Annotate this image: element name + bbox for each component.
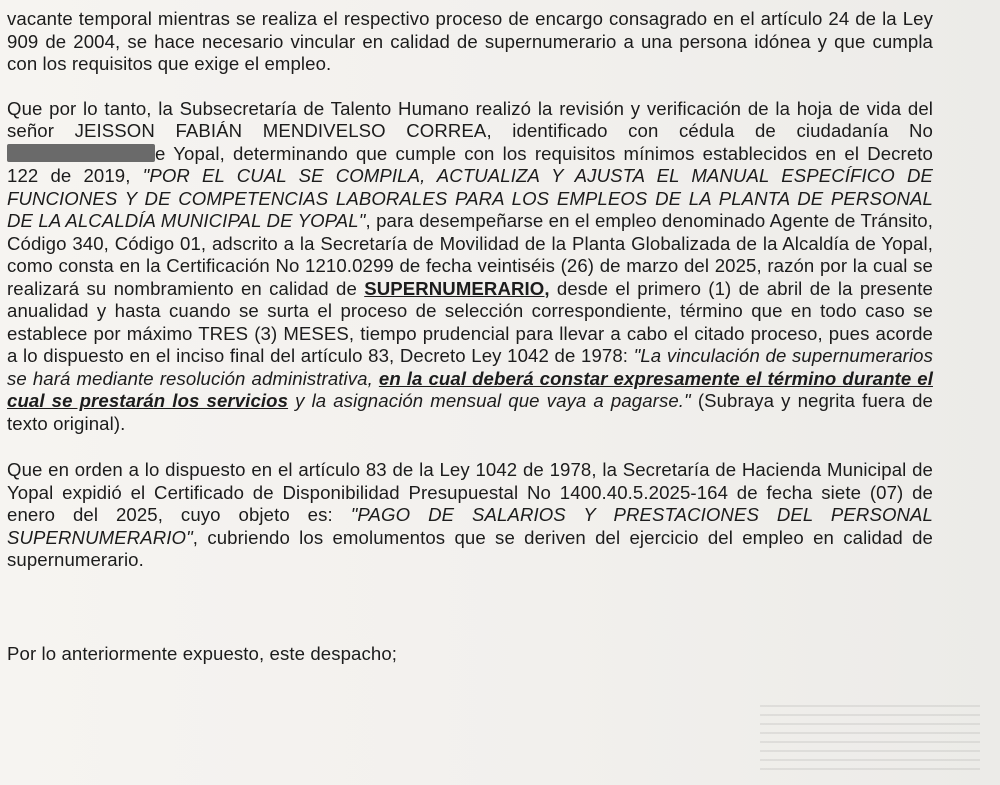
paragraph-1-line-3: a una persona idónea y que cumpla con los requisitos que exige el empleo. <box>7 30 933 74</box>
paragraph-2-text-d: , para desempeñarse en el empleo denominado Agente de Tránsito, Código 340, Código 01, adscrito a la Secretaría de Movilidad de la Planta Globalizada de la Alcaldía de Yopal, como consta en la Certificación No 1210.0299 de fecha veintiséis (26) de marzo del 2025, razón por la cual se realizará su nombramiento en calidad de <box>7 210 933 299</box>
paragraph-1-line-1: vacante temporal mientras se realiza el respectivo proceso de encargo consagrado en el <box>7 8 761 29</box>
paragraph-3-text-b: , cubriendo los emolumentos que se deriven del ejercicio del empleo en calidad de supernumerario. <box>7 526 933 570</box>
paragraph-3 <box>7 459 933 572</box>
paragraph-2-text-b: , identificado con cédula de ciudadanía No <box>486 120 933 141</box>
paragraph-2-text-e: desde el primero (1) de abril de la presente anualidad y hasta cuando se surta el proceso de selección correspondiente, término que en todo caso se establece por máximo TRES (3) MESES, tiempo prudencial para llevar a cabo el citado proceso, pues acorde a lo dispuesto en el inciso final del artículo 83, Decreto Ley 1042 de 1978: <box>7 277 933 366</box>
law-quote-emphasis: en la cual deberá constar expresamente el término durante el cual se prestarán los servicios <box>7 367 933 411</box>
decree-title-quote: "POR EL CUAL SE COMPILA, ACTUALIZA Y AJUSTA EL MANUAL ESPECÍFICO DE FUNCIONES Y DE COMPETENCIAS LABORALES PARA LOS EMPLEOS DE LA PLANTA DE PERSONAL DE LA ALCALDÍA MUNICIPAL DE YOPAL" <box>7 165 933 231</box>
paragraph-2-text-a: Que por lo tanto, la Subsecretaría de Talento Humano realizó la revisión y verificación de la hoja de vida del señor <box>7 97 933 141</box>
paragraph-2 <box>7 98 933 436</box>
closing-statement: Por lo anteriormente expuesto, este despacho; <box>7 642 398 664</box>
paragraph-1-line-2: artículo 24 de la Ley 909 de 2004, se hace necesario vincular en calidad de supernumerario <box>7 8 933 52</box>
bleed-through-text <box>760 700 980 770</box>
law-quote-part-2: y la asignación mensual que vaya a pagarse." <box>288 390 691 411</box>
redacted-id-number <box>7 144 155 162</box>
paragraph-3-text-a: Que en orden a lo dispuesto en el artículo 83 de la Ley 1042 de 1978, la Secretaría de Hacienda Municipal de Yopal expidió el Certificado de Disponibilidad Presupuestal No 1400.40.5.2025-164 de fecha siete (07) de enero del 2025, cuyo objeto es: <box>7 459 933 525</box>
paragraph-2-text-f: (Subraya y negrita fuera de texto original). <box>7 390 934 434</box>
paragraph-4 <box>7 643 933 666</box>
paragraph-1 <box>7 8 933 76</box>
cdp-object-quote: "PAGO DE SALARIOS Y PRESTACIONES DEL PERSONAL SUPERNUMERARIO" <box>7 504 933 548</box>
document-body <box>7 8 933 689</box>
law-quote-part-1: "La vinculación de supernumerarios se hará mediante resolución administrativa, <box>7 345 933 389</box>
supernumerario-emphasis: SUPERNUMERARIO, <box>364 277 550 299</box>
paragraph-2-text-c: e Yopal, determinando que cumple con los requisitos mínimos establecidos en el Decreto 122 de 2019, <box>7 142 933 186</box>
person-name: JEISSON FABIÁN MENDIVELSO CORREA <box>74 120 487 141</box>
